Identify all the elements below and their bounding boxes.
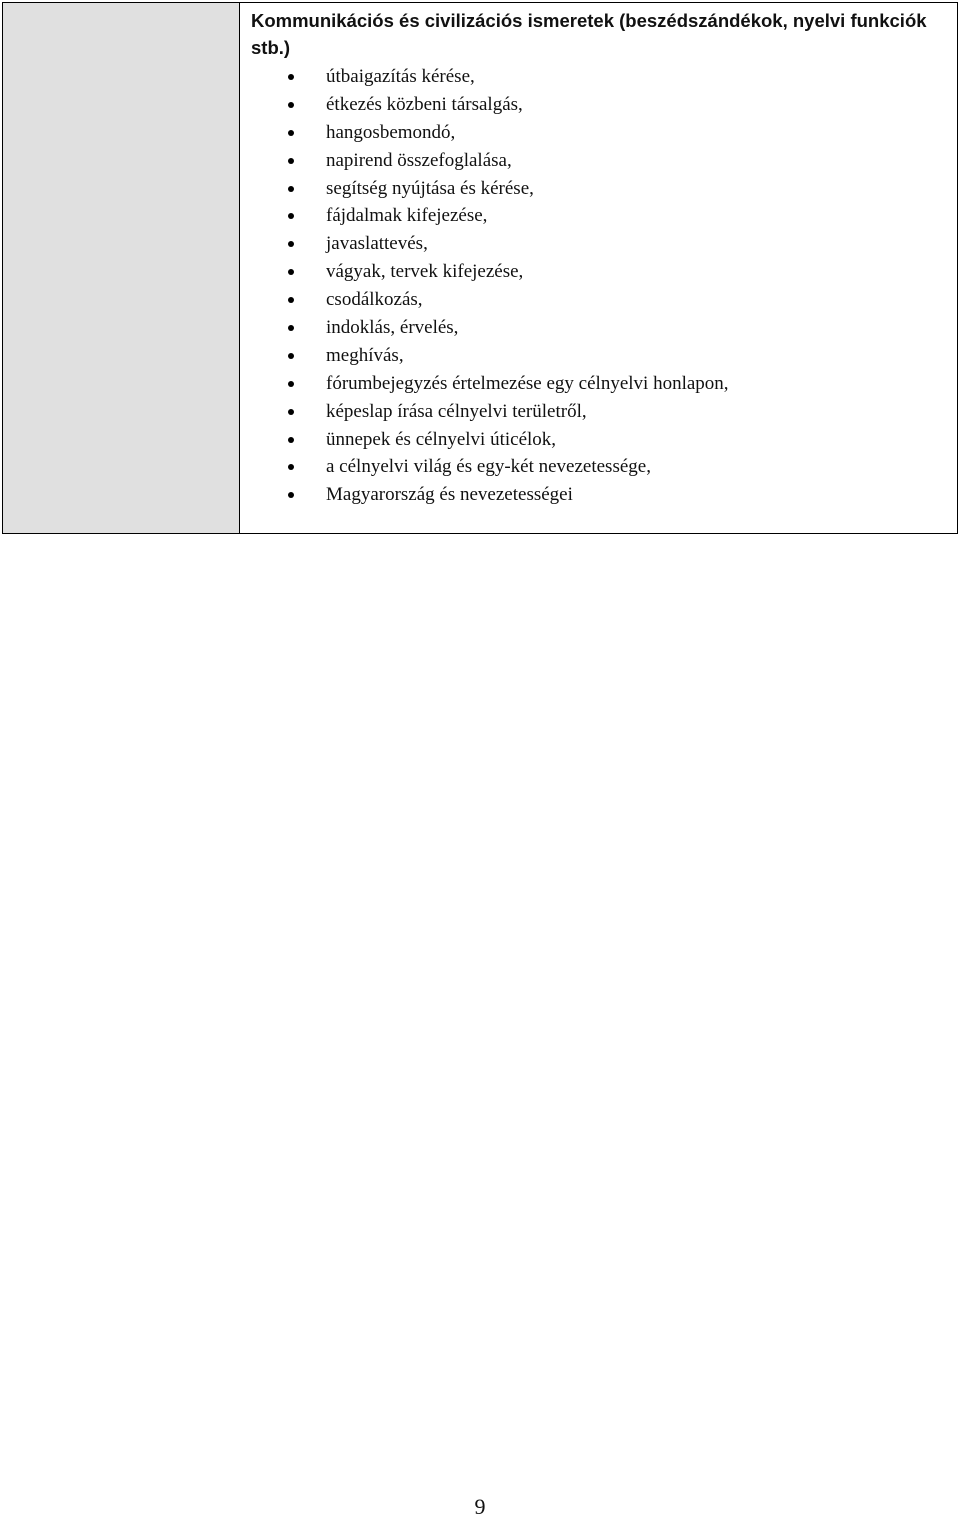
table-right-cell — [240, 3, 957, 533]
bullet-icon — [288, 158, 294, 164]
list-item-text: ünnepek és célnyelvi úticélok, — [326, 428, 557, 450]
list-item-text: csodálkozás, — [326, 289, 423, 311]
page-number: 9 — [474, 1494, 486, 1519]
list-item-text: meghívás, — [326, 344, 404, 366]
list-item-text: étkezés közbeni társalgás, — [326, 93, 523, 115]
list-item-text: képeslap írása célnyelvi területről, — [326, 400, 587, 422]
bullet-icon — [288, 437, 294, 443]
list-item-text: fórumbejegyzés értelmezése egy célnyelvi honlapon, — [326, 372, 729, 394]
bullet-icon — [288, 269, 294, 275]
list-item-text: javaslattevés, — [326, 233, 428, 255]
list-item-text: útbaigazítás kérése, — [326, 66, 475, 87]
bullet-icon — [288, 213, 294, 219]
section-heading: Kommunikációs és civilizációs ismeretek (beszédszándékok, nyelvi funkciók stb.) — [251, 10, 927, 58]
bullet-icon — [288, 353, 294, 359]
bullet-icon — [288, 325, 294, 331]
list-item-text: hangosbemondó, — [326, 121, 456, 143]
bullet-icon — [288, 409, 294, 415]
table-left-cell — [3, 3, 240, 533]
bullet-icon — [288, 492, 294, 498]
list-item-text: fájdalmak kifejezése, — [326, 205, 488, 227]
bullet-icon — [288, 74, 294, 80]
bullet-icon — [288, 102, 294, 108]
list-item-text: vágyak, tervek kifejezése, — [326, 261, 524, 283]
bullet-icon — [288, 186, 294, 192]
list-item-text: segítség nyújtása és kérése, — [326, 177, 534, 199]
bullet-icon — [288, 381, 294, 387]
bullet-icon — [288, 241, 294, 247]
list-item-text: napirend összefoglalása, — [326, 149, 512, 171]
content-table — [2, 2, 958, 534]
list-item-text: indoklás, érvelés, — [326, 317, 459, 339]
bullet-icon — [288, 464, 294, 470]
bullet-icon — [288, 297, 294, 303]
list-item-text: a célnyelvi világ és egy-két nevezetessége, — [326, 456, 651, 478]
list-item-text: Magyarország és nevezetességei — [326, 484, 573, 506]
bullet-icon — [288, 130, 294, 136]
